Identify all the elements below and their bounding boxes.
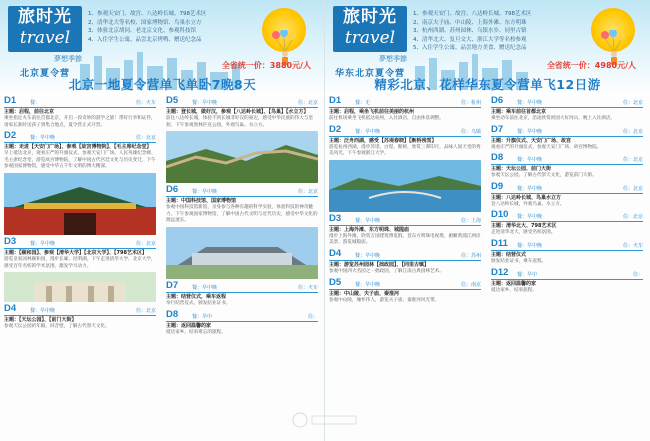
page-right-header: [325, 0, 650, 96]
day-description: 举行结营仪式，颁发结业证书。: [166, 300, 231, 306]
day-number: D9: [491, 180, 504, 192]
itinerary-column: [162, 96, 322, 338]
stay-info: 住：杭州: [460, 100, 481, 106]
day-number: D5: [329, 276, 342, 288]
day-theme: 主题：登长城，做好汉，参观【八达岭长城】、【鸟巢】【水立方】: [166, 109, 309, 115]
feature-item: 2、清华北大等名校、国家博物馆、鸟巢水立方: [88, 19, 202, 26]
day-description: 漫步上海外滩，欣赏万国建筑博览群，登东方明珠电视塔，俯瞰黄浦江两岸美景，游览城隍庙。: [329, 233, 481, 246]
logo-cn-text: 旅时光: [18, 7, 72, 27]
day-entry: [491, 210, 643, 237]
day-entry: [491, 125, 643, 152]
logo-cn-text: 旅时光: [343, 7, 397, 27]
day-description: 游览皇家园林颐和园，漫步长廊、昆明湖。下午走进清华大学、北京大学，感受百年名校的学术氛围，激发学习动力。: [4, 256, 156, 269]
stay-info: 住：北京: [622, 157, 643, 164]
day-number: D2: [4, 130, 17, 142]
day-number: D4: [329, 247, 342, 259]
camp-name: 华东北京夏令营: [334, 69, 405, 79]
day-number: D3: [4, 235, 17, 247]
day-entry: [166, 96, 318, 183]
feature-item: 1、参观天安门、故宫、八达岭长城、798艺术区: [413, 11, 532, 17]
page-left-header: [0, 0, 325, 96]
logo-subtitle: 夢想季節: [54, 55, 82, 63]
watermark-icon: [290, 410, 360, 430]
day-number: D8: [166, 308, 179, 320]
stay-info: 住：南京: [460, 281, 481, 288]
stay-info: 住：北京: [135, 135, 156, 142]
logo-box: [8, 6, 82, 52]
meal-info: 餐：早中晚: [355, 217, 381, 224]
meal-info: 餐：早中晚: [517, 214, 543, 221]
day-number: D6: [491, 96, 504, 106]
day-entry: [4, 237, 156, 302]
day-number: D7: [491, 123, 504, 135]
stay-info: 住：上海: [460, 217, 481, 224]
day-entry: [329, 96, 481, 123]
meal-info: 餐：早中: [517, 271, 538, 278]
day-theme: 主题：中山陵、夫子庙、秦淮河: [329, 290, 400, 297]
day-number: D6: [166, 184, 179, 196]
day-theme: 主题：乘车前往首都北京: [491, 109, 547, 115]
day-entry: [329, 214, 481, 247]
day-entry: [329, 249, 481, 276]
brand-logo: [8, 6, 82, 79]
feature-list: [88, 10, 263, 44]
feature-item: 2、南京夫子庙、中山陵、上海外滩、东方明珠: [413, 19, 527, 26]
day-entry: [491, 182, 643, 209]
meal-info: 餐：早中晚: [517, 100, 543, 106]
day-number: D2: [329, 123, 342, 135]
stay-info: 住：: [307, 313, 318, 320]
meal-info: 餐：早中晚: [517, 128, 543, 135]
day-description: 前往八达岭长城，体验不到长城非好汉的豪迈，感受中华民族的伟大与坚韧。下午参观奥林匹克公园，外观鸟巢、水立方。: [166, 116, 314, 128]
meal-info: 餐：早中晚: [355, 252, 381, 259]
meal-info: 餐：早中晚: [30, 308, 56, 315]
day-entry: [491, 96, 643, 123]
brand-logo: [333, 6, 407, 79]
day-description: 乘坐动车前往北京，沿途欣赏祖国大好河山，晚上入住酒店。: [491, 116, 616, 121]
feature-item: 1、参观天安门、故宫、八达岭长城、798艺术区: [88, 11, 207, 17]
day-theme: 主题：【颐和园】、参观【清华大学】【北京大学】、【798艺术区】: [4, 249, 147, 256]
day-description: 参观天坛公园祈年殿、回音壁，了解古代祭天文化。: [4, 324, 110, 330]
meal-info: 餐：早中晚: [192, 284, 218, 291]
feature-item: 3、杭州西湖、苏州园林、乌镇水乡、同里古镇: [413, 28, 527, 34]
day-theme: 主题：返回温馨的家: [166, 322, 212, 329]
feature-item: 4、清华北大、复旦交大、浙江大学等名校参观: [413, 36, 527, 43]
day-entry: [166, 185, 318, 279]
university-gate-photo: [4, 272, 156, 302]
page-title: 北京一地夏令营单飞单卧7晚8天: [68, 77, 257, 92]
stay-info: 住：北京: [135, 240, 156, 247]
day-description: 颁发结业证书，乘车返程。: [491, 258, 547, 264]
day-entry: [4, 131, 156, 235]
day-entry: [166, 310, 318, 337]
day-description: 参观天坛公园，了解古代祭天文化，游览前门大街。: [491, 173, 597, 179]
logo-en-text: travel: [19, 28, 71, 48]
day-entry: [491, 268, 643, 295]
meal-info: 餐：早中晚: [30, 135, 56, 142]
day-entry: [491, 239, 643, 266]
feature-item: 3、体验北京胡同、老北京文化、参观科技馆: [88, 28, 197, 34]
meal-info: 餐：: [30, 100, 41, 106]
great-wall-photo: [166, 131, 318, 183]
day-description: 走进清华北大，感受名校氛围。: [491, 230, 556, 236]
day-theme: 主题：【天坛公园】、【前门大街】: [4, 317, 77, 324]
day-description: 参观中国科技馆新馆，亲身参与各种有趣的科学实验，体验科技的神奇魅力。下午参观国家博物馆，了解中国古代文明与近代历史，感受中华文化的源远流长。: [166, 205, 318, 224]
meal-info: 餐：早中: [192, 313, 213, 320]
day-description: 登八达岭长城，外观鸟巢、水立方。: [491, 201, 565, 207]
stay-info: 住：北京: [622, 128, 643, 135]
day-entry: [4, 96, 156, 129]
day-theme: 主题：清华北大、798艺术区: [491, 223, 557, 230]
itinerary-column: [487, 96, 647, 296]
stay-info: 住：火车: [135, 100, 156, 106]
day-number: D1: [329, 96, 342, 106]
day-theme: 主题：结营仪式，乘车返程: [166, 293, 227, 300]
day-theme: 主题：泛舟西湖，感受【苏堤春晓】【断桥残雪】: [329, 137, 437, 144]
stay-info: 住：火车: [297, 284, 318, 291]
stay-info: 住：苏州: [460, 252, 481, 259]
day-number: D4: [4, 303, 17, 315]
day-description: 抵达家乡，结束难忘的旅程。: [166, 329, 226, 335]
camp-name: 北京夏令营: [19, 69, 70, 79]
day-number: D5: [166, 96, 179, 106]
meal-info: 餐：早中晚: [355, 281, 381, 288]
day-theme: 主题：升旗仪式、天安门广场、故宫: [491, 137, 572, 144]
day-theme: 主题：启程，前往北京: [4, 109, 55, 115]
day-theme: 主题：上海外滩、东方明珠、城隍庙: [329, 226, 410, 233]
day-entry: [491, 153, 643, 180]
feature-item: 5、入住学生公寓、品尝地方美食、赠送纪念品: [413, 45, 527, 51]
day-number: D3: [329, 212, 342, 224]
stay-info: 住：北京: [297, 189, 318, 196]
stay-info: 住：乌镇: [460, 128, 481, 135]
page-right: [325, 0, 650, 441]
day-number: D8: [491, 152, 504, 164]
price-label: 全省统一价：4980元/人: [546, 61, 636, 70]
stay-info: 住：北京: [622, 185, 643, 192]
day-number: D11: [491, 237, 508, 249]
day-entry: [166, 281, 318, 308]
day-number: D1: [4, 96, 17, 106]
logo-en-text: travel: [344, 28, 396, 48]
day-description: 游览杭州西湖，漫步苏堤、白堤、断桥，欣赏三潭印月，品味人间天堂的秀美风光，下午参观浙江大学。: [329, 144, 481, 157]
day-theme: 主题：返回温馨的家: [491, 280, 537, 287]
museum-photo: [166, 227, 318, 279]
day-entry: [329, 278, 481, 305]
day-description: 参观中国四大名园之一拙政园，了解江南古典园林艺术。: [329, 268, 444, 274]
meal-info: 餐：早中晚: [30, 240, 56, 247]
day-description: 前往机场乘坐飞机抵达杭州，入住酒店，自由休息调整。: [329, 116, 444, 121]
day-theme: 主题：结营仪式: [491, 251, 527, 258]
logo-subtitle: 夢想季節: [379, 55, 407, 63]
day-theme: 主题：天坛公园、前门大街: [491, 166, 552, 173]
day-description: 乘坐指定火车前往首都北京，开启一段奇妙的游学之旅！带好行李和证件，请家长准时送孩子到集合地点，夏令营正式开营。: [4, 116, 156, 128]
day-theme: 主题：启程，乘坐飞机前往美丽的杭州: [329, 109, 415, 115]
meal-info: 餐：无: [355, 100, 371, 106]
west-lake-photo: [329, 160, 481, 212]
logo-box: [333, 6, 407, 52]
itinerary-column: [325, 96, 485, 306]
day-number: D7: [166, 279, 179, 291]
day-number: D10: [491, 209, 509, 221]
feature-list: [413, 10, 588, 53]
stay-info: 住：火车: [622, 242, 643, 249]
meal-info: 餐：早中晚: [355, 128, 381, 135]
stay-info: 住：北京: [297, 100, 318, 106]
day-theme: 主题：八达岭长城、鸟巢水立方: [491, 194, 562, 201]
day-theme: 主题：中国科技馆、国家博物馆: [166, 198, 237, 205]
stay-info: 住：: [632, 271, 643, 278]
meal-info: 餐：早中晚: [517, 242, 543, 249]
page-title: 精彩北京、花样华东夏令营单飞12日游: [374, 77, 601, 92]
meal-info: 餐：早中晚: [192, 100, 218, 106]
itinerary-column: [0, 96, 160, 333]
meal-info: 餐：早中晚: [517, 157, 543, 164]
day-entry: [329, 125, 481, 212]
price-label: 全省统一价：3880元/人: [221, 61, 311, 70]
day-entry: [4, 304, 156, 331]
day-theme: 主题：游览苏州园林【拙政园】、【同里古镇】: [329, 261, 430, 268]
palace-gate-photo: [4, 173, 156, 235]
stay-info: 住：北京: [622, 214, 643, 221]
day-description: 早上抵达北京，观看庄严的升旗仪式，参观天安门广场、人民英雄纪念碑、毛主席纪念堂，游览故宫博物院，了解中国古代宫廷文化与历史变迁，下午参观国家博物馆，感受中华五千年文明的博大精深。: [4, 151, 156, 170]
stay-info: 住：北京: [622, 100, 643, 106]
day-description: 抵达家乡，结束旅程。: [491, 287, 537, 293]
stay-info: 住：北京: [135, 308, 156, 315]
day-theme: 主题：走进【天安门广场】、参观【故宫博物院】、【毛主席纪念堂】: [4, 144, 152, 151]
day-description: 观看庄严的升旗仪式，参观天安门广场、故宫博物院。: [491, 144, 602, 150]
day-number: D12: [491, 266, 509, 278]
meal-info: 餐：早中晚: [192, 189, 218, 196]
feature-item: 4、入住学生公寓、品尝北京烤鸭、赠送纪念品: [88, 36, 202, 43]
day-description: 参观中山陵，缅怀伟人，游览夫子庙、秦淮河风光带。: [329, 297, 440, 303]
meal-info: 餐：早中晚: [517, 185, 543, 192]
